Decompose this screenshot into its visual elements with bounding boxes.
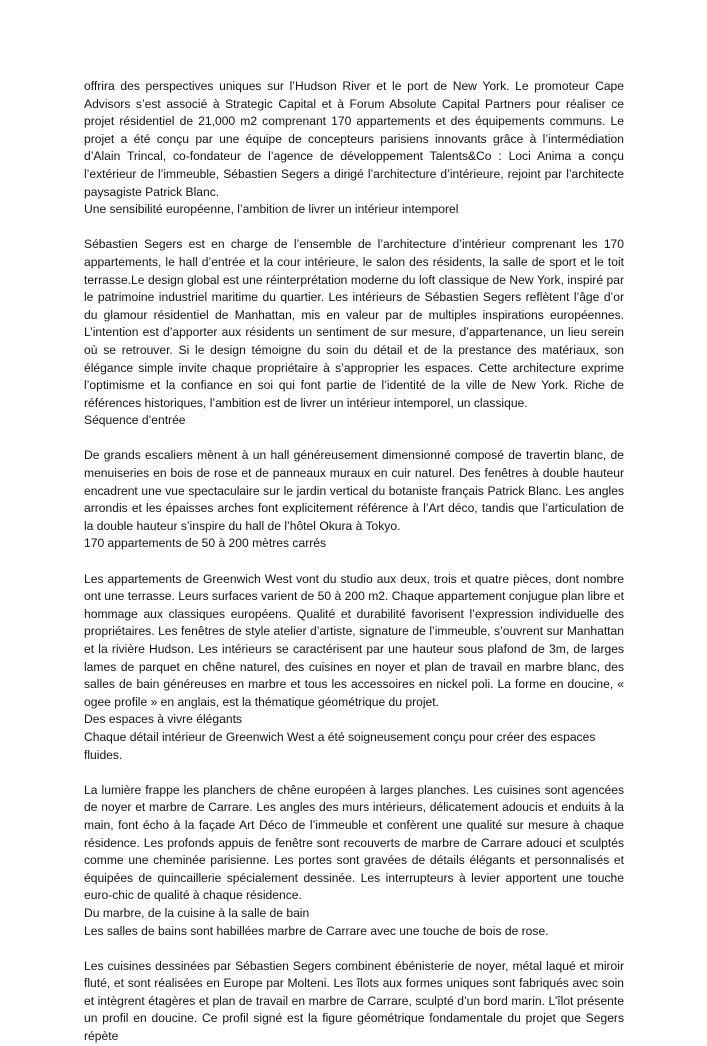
section-heading: Les salles de bains sont habillées marbre de Carrare avec une touche de bois de rose. [84, 923, 549, 938]
paragraph-spacer [84, 553, 624, 571]
paragraph-spacer [84, 940, 624, 958]
section-heading: 170 appartements de 50 à 200 mètres carrés [84, 536, 327, 551]
section-heading: Du marbre, de la cuisine à la salle de bain [84, 905, 310, 920]
body-paragraph: Sébastien Segers est en charge de l’ensemble de l’architecture d’intérieur comprenant les 170 appartements, le hall d’entrée et la cour intérieure, le salon des résidents, la salle de sport et le toit terrasse.Le design global est une réinterprétation moderne du loft classique de New York, inspiré par le patrimoine industriel maritime du quartier. Les intérieurs de Sébastien Segers reflètent l’âge d’or du glamour résidentiel de Manhattan, mis en valeur par de multiples inspirations européennes. L’intention est d’apporter aux résidents un sentiment de sur mesure, d’appartenance, un lieu serein où se retrouver. Si le design témoigne du soin du détail et de la prestance des matériaux, son élégance simple invite chaque propriétaire à s’approprier les espaces. Cette architecture exprime l’optimisme et la confiance en soi qui font partie de l’identité de la ville de New York. Riche de références historiques, l’ambition est de livrer un intérieur intemporel, un classique. [84, 237, 624, 410]
body-paragraph: Les appartements de Greenwich West vont du studio aux deux, trois et quatre pièces, dont nombre ont une terrasse. Leurs surfaces varient de 50 à 200 m2. Chaque appartement conjugue plan libre et hommage aux classiques européens. Qualité et durabilité favorisent l’expression individuelle des propriétaires. Les fenêtres de style atelier d’artiste, signature de l’immeuble, s’ouvrent sur Manhattan et la rivière Hudson. Les intérieurs se caractérisent par une hauteur sous plafond de 3m, de larges lames de parquet en chêne naturel, des cuisines en noyer et plan de travail en marbre blanc, des salles de bain généreuses en marbre et tous les accessoires en nickel poli. La forme en doucine, « ogee profile » en anglais, est la thématique géométrique du projet. [84, 571, 624, 709]
paragraph-spacer [84, 219, 624, 237]
section-heading: Une sensibilité européenne, l’ambition de livrer un intérieur intemporel [84, 202, 459, 217]
document-body [84, 78, 624, 1046]
body-paragraph: Les cuisines dessinées par Sébastien Segers combinent ébénisterie de noyer, métal laqué et miroir fluté, et sont réalisées en Europe par Molteni. Les îlots aux formes uniques sont fabriqués avec soin et intègrent étagères et plan de travail en marbre de Carrare, sculpté d’un bord marin. L’îlot présente un profil en doucine. Ce profil signé est la figure géométrique fondamentale du projet que Segers répète [84, 958, 624, 1044]
body-paragraph: La lumière frappe les planchers de chêne européen à larges planches. Les cuisines sont agencées de noyer et marbre de Carrare. Les angles des murs intérieurs, délicatement adoucis et enduits à la main, font écho à la façade Art Déco de l’immeuble et confèrent une qualité sur mesure à chaque résidence. Les profonds appuis de fenêtre sont recouverts de marbre de Carrare adouci et sculptés comme une cheminée parisienne. Les portes sont gravées de détails élégants et personnalisés et équipées de quincaillerie spécialement dessinée. Les interrupteurs à levier apportent une touche euro-chic de qualité à chaque résidence. [84, 782, 624, 903]
section-heading: Séquence d’entrée [84, 413, 186, 428]
body-paragraph: De grands escaliers mènent à un hall généreusement dimensionné composé de travertin blanc, de menuiseries en bois de rose et de panneaux muraux en cuir naturel. Des fenêtres à double hauteur encadrent une vue spectaculaire sur le jardin vertical du botaniste français Patrick Blanc. Les angles arrondis et les épaisses arches font explicitement référence à l’Art déco, tandis que l’articulation de la double hauteur s’inspire du hall de l’hôtel Okura à Tokyo. [84, 448, 624, 533]
paragraph-spacer [84, 764, 624, 782]
body-paragraph: offrira des perspectives uniques sur l’Hudson River et le port de New York. Le promoteur Cape Advisors s’est associé à Strategic Capital et à Forum Absolute Capital Partners pour réaliser ce projet résidentiel de 21,000 m2 comprenant 170 appartements et des équipements communs. Le projet a été conçu par une équipe de concepteurs parisiens innovants grâce à l’intermédiation d’Alain Trincal, co-fondateur de l’agence de développement Talents&Co : Loci Anima a conçu l’extérieur de l’immeuble, Sébastien Segers a dirigé l’architecture d’intérieure, rejoint par l’architecte paysagiste Patrick Blanc. [84, 79, 624, 199]
section-heading: Chaque détail intérieur de Greenwich West a été soigneusement conçu pour créer des espaces fluides. [84, 729, 596, 762]
section-heading: Des espaces à vivre élégants [84, 712, 242, 727]
paragraph-spacer [84, 430, 624, 448]
